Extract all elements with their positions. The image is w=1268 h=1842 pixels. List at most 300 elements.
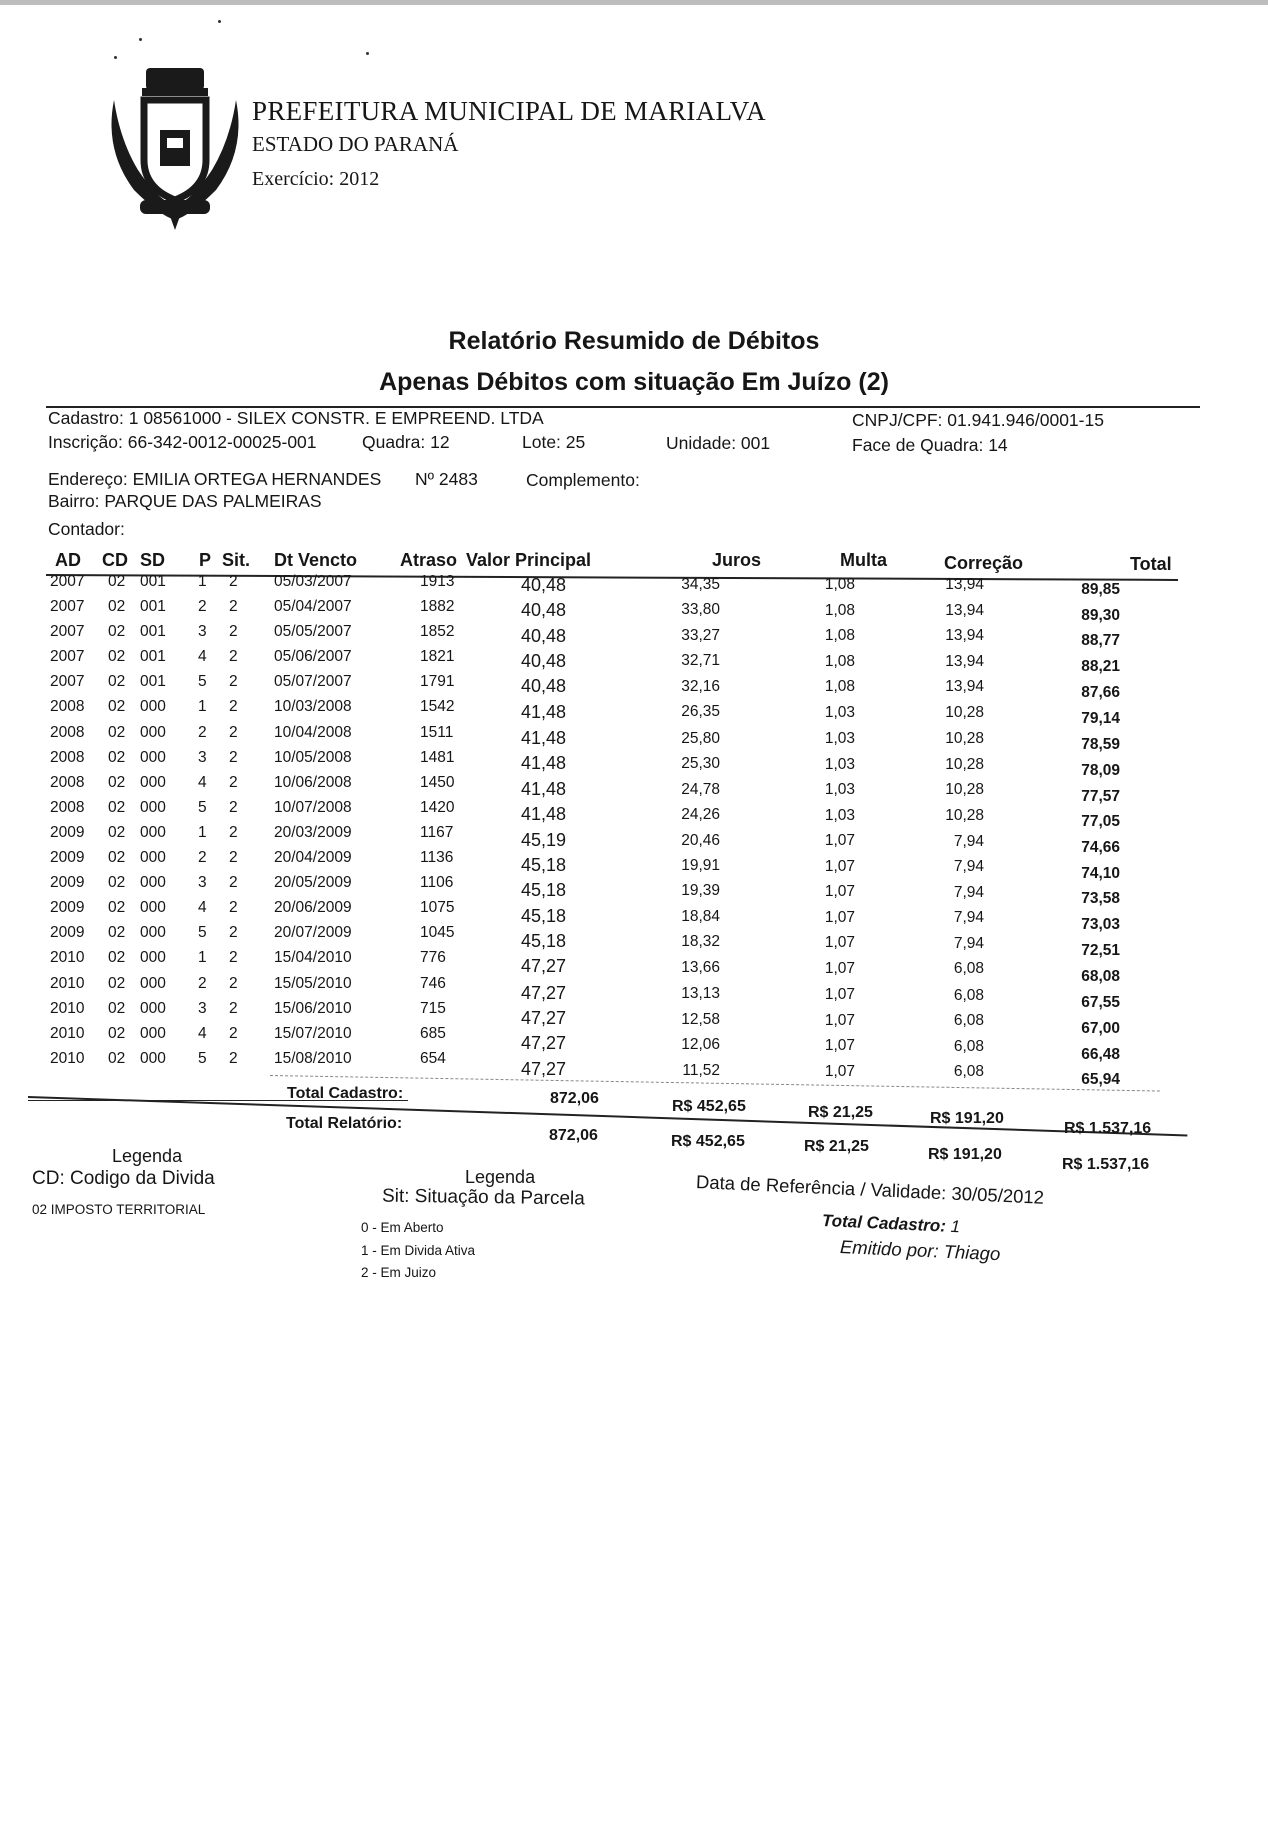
cell-valor-principal: 45,18	[520, 931, 566, 952]
cell-sit: 2	[229, 974, 238, 992]
cell-multa: 1,08	[824, 653, 855, 671]
cell-ad: 2009	[50, 924, 85, 942]
cell-juros: 12,06	[681, 1035, 720, 1053]
exercise-year: 2012	[339, 168, 380, 190]
cell-cd: 02	[108, 874, 126, 892]
cell-p: 2	[198, 849, 207, 867]
col-header-ad: AD	[55, 550, 81, 570]
cell-sit: 2	[229, 798, 238, 816]
cell-p: 4	[198, 899, 207, 917]
total-relatorio-total: R$ 1.537,16	[1062, 1156, 1150, 1173]
footer-total-cadastro	[822, 1211, 961, 1237]
cell-p: 3	[198, 999, 207, 1017]
legend-cd-subtitle: CD: Codigo da Divida	[32, 1168, 215, 1189]
cell-atraso: 1481	[420, 748, 455, 766]
cell-total: 78,09	[1081, 761, 1120, 779]
cell-atraso: 746	[420, 974, 446, 992]
cell-correcao: 6,08	[953, 986, 984, 1004]
complemento-field: Complemento:	[526, 470, 640, 490]
total-rule	[28, 1096, 1187, 1136]
cell-p: 4	[198, 648, 207, 666]
cell-cd: 02	[108, 949, 126, 967]
cell-ad: 2007	[50, 573, 85, 590]
cell-ad: 2010	[50, 949, 85, 967]
cell-correcao: 7,94	[953, 832, 984, 850]
cell-p: 4	[198, 773, 207, 791]
cell-sd: 000	[140, 999, 166, 1017]
cell-multa: 1,08	[824, 576, 855, 593]
cell-sit: 2	[229, 648, 238, 666]
cell-dt-vencto: 05/05/2007	[274, 623, 352, 641]
total-relatorio-multa: R$ 21,25	[804, 1138, 869, 1155]
cell-dt-vencto: 05/06/2007	[274, 648, 352, 666]
cell-juros: 19,91	[681, 857, 720, 875]
cell-p: 3	[198, 623, 207, 641]
cell-ad: 2008	[50, 748, 85, 766]
cadastro-field: Cadastro: 1 08561000 - SILEX CONSTR. E EMPREEND. LTDA	[48, 408, 544, 428]
cell-ad: 2007	[50, 673, 85, 691]
cell-correcao: 6,08	[953, 960, 984, 978]
cell-cd: 02	[108, 598, 126, 616]
cell-total: 74,10	[1081, 865, 1120, 883]
legend-cd-item: 02 IMPOSTO TERRITORIAL	[32, 1202, 206, 1217]
cell-atraso: 685	[420, 1024, 446, 1042]
cell-dt-vencto: 10/03/2008	[274, 698, 352, 716]
contador-field: Contador:	[48, 519, 125, 539]
cell-atraso: 1821	[420, 648, 455, 666]
inscricao-field: Inscrição: 66-342-0012-00025-001	[48, 432, 317, 452]
reference-date-label: Data de Referência / Validade:	[695, 1171, 947, 1204]
cell-cd: 02	[108, 573, 126, 590]
cell-total: 89,85	[1081, 581, 1120, 598]
cell-cd: 02	[108, 974, 126, 992]
scan-edge	[0, 0, 1268, 5]
cell-juros: 33,80	[681, 601, 720, 619]
cell-dt-vencto: 20/06/2009	[274, 899, 352, 917]
reference-date	[696, 1171, 1045, 1209]
cell-sd: 000	[140, 874, 166, 892]
cell-juros: 26,35	[681, 703, 720, 721]
footer-total-cadastro-value: 1	[950, 1216, 961, 1237]
debt-table-body	[0, 572, 1268, 1088]
cell-multa: 1,08	[824, 602, 855, 620]
cell-cd: 02	[108, 773, 126, 791]
legend-sit-subtitle: Sit: Situação da Parcela	[381, 1185, 585, 1210]
cell-correcao: 6,08	[953, 1062, 984, 1080]
cell-valor-principal: 45,18	[520, 906, 566, 927]
cell-valor-principal: 47,27	[520, 1058, 566, 1079]
cell-atraso: 1852	[420, 623, 455, 641]
cell-atraso: 1420	[420, 798, 455, 816]
cell-atraso: 1542	[420, 698, 455, 716]
cell-valor-principal: 47,27	[520, 982, 566, 1003]
coat-of-arms-icon	[100, 60, 250, 240]
cell-multa: 1,07	[824, 934, 855, 952]
cell-multa: 1,07	[824, 1011, 855, 1029]
col-header-cd: CD	[102, 550, 128, 570]
cell-total: 68,08	[1081, 968, 1120, 986]
total-cadastro-juros: R$ 452,65	[672, 1098, 746, 1115]
cell-ad: 2007	[50, 598, 85, 616]
numero-field: Nº 2483	[415, 469, 478, 489]
cell-valor-principal: 45,18	[520, 880, 566, 901]
cell-dt-vencto: 20/07/2009	[274, 924, 352, 942]
cell-sd: 000	[140, 924, 166, 942]
cell-valor-principal: 40,48	[520, 600, 566, 621]
bairro-field: Bairro: PARQUE DAS PALMEIRAS	[48, 491, 322, 511]
footer-total-cadastro-label: Total Cadastro:	[821, 1211, 947, 1236]
cell-valor-principal: 45,18	[520, 855, 566, 876]
cell-atraso: 1136	[420, 849, 454, 867]
col-header-sd: SD	[140, 550, 166, 570]
scan-speck	[366, 52, 369, 55]
cell-atraso: 776	[420, 949, 446, 967]
cell-sd: 001	[140, 598, 166, 616]
cell-sd: 001	[140, 673, 166, 691]
cell-sd: 000	[140, 723, 166, 741]
cell-sd: 001	[140, 573, 166, 590]
cell-multa: 1,03	[824, 729, 855, 747]
cell-atraso: 1791	[420, 673, 455, 691]
cell-valor-principal: 41,48	[520, 702, 566, 723]
cell-sd: 000	[140, 823, 166, 841]
cell-ad: 2007	[50, 623, 85, 641]
cell-dt-vencto: 05/03/2007	[274, 573, 352, 590]
cell-juros: 11,52	[682, 1061, 720, 1079]
cell-juros: 13,13	[681, 984, 720, 1002]
cell-correcao: 7,94	[953, 884, 984, 902]
cell-valor-principal: 47,27	[520, 1007, 566, 1028]
cell-multa: 1,07	[824, 883, 855, 901]
cell-juros: 33,27	[681, 627, 720, 645]
cell-p: 3	[198, 874, 207, 892]
cell-total: 87,66	[1081, 684, 1120, 702]
cell-ad: 2009	[50, 849, 85, 867]
cell-atraso: 654	[420, 1049, 446, 1067]
cell-correcao: 10,28	[945, 729, 984, 747]
cell-atraso: 1075	[420, 899, 455, 917]
table-row	[0, 597, 1268, 625]
cell-cd: 02	[108, 748, 126, 766]
cell-sit: 2	[229, 723, 238, 741]
cell-ad: 2008	[50, 798, 85, 816]
cell-valor-principal: 41,48	[520, 803, 566, 824]
cell-multa: 1,07	[824, 831, 855, 849]
cell-atraso: 1450	[420, 773, 455, 791]
cell-atraso: 1882	[420, 598, 455, 616]
footer-emitted-by	[840, 1236, 1001, 1265]
cell-sd: 000	[140, 698, 166, 716]
cell-juros: 25,80	[681, 729, 720, 747]
scan-speck	[218, 20, 221, 23]
cell-atraso: 1511	[420, 723, 454, 741]
endereco-field: Endereço: EMILIA ORTEGA HERNANDES	[48, 469, 382, 489]
cell-valor-principal: 41,48	[520, 752, 566, 773]
cell-multa: 1,07	[824, 909, 855, 927]
cell-sd: 001	[140, 623, 166, 641]
cell-sit: 2	[229, 773, 238, 791]
cell-multa: 1,03	[824, 806, 855, 824]
col-header-p: P	[199, 550, 212, 570]
exercise	[252, 162, 766, 196]
cell-valor-principal: 47,27	[520, 956, 566, 977]
cell-ad: 2010	[50, 974, 85, 992]
cell-total: 67,00	[1081, 1019, 1120, 1037]
cell-juros: 13,66	[681, 959, 720, 977]
cell-total: 66,48	[1081, 1045, 1120, 1063]
cell-ad: 2010	[50, 1024, 85, 1042]
cell-multa: 1,03	[824, 704, 855, 722]
cell-sd: 000	[140, 1024, 166, 1042]
cell-juros: 19,39	[681, 882, 720, 900]
cell-ad: 2008	[50, 698, 85, 716]
cell-juros: 25,30	[681, 754, 720, 772]
cell-dt-vencto: 10/04/2008	[274, 723, 352, 741]
cell-valor-principal: 45,19	[520, 829, 566, 850]
cell-juros: 32,71	[681, 652, 720, 670]
municipality-name: PREFEITURA MUNICIPAL DE MARIALVA	[252, 96, 766, 126]
footer-emitted-value: Thiago	[943, 1240, 1001, 1265]
col-header-correcao: Correção	[944, 553, 1024, 573]
cell-total: 74,66	[1081, 838, 1120, 856]
cell-juros: 34,35	[681, 576, 720, 593]
cell-p: 5	[198, 673, 207, 691]
cell-multa: 1,08	[824, 627, 855, 645]
total-relatorio-label: Total Relatório:	[286, 1115, 403, 1132]
cell-valor-principal: 40,48	[520, 676, 566, 697]
cell-correcao: 13,94	[945, 653, 984, 671]
cell-correcao: 10,28	[945, 780, 984, 798]
table-row	[0, 823, 1268, 856]
cell-ad: 2009	[50, 823, 85, 841]
cell-sd: 000	[140, 798, 166, 816]
report-title: Relatório Resumido de Débitos	[448, 327, 820, 355]
total-cadastro-principal: 872,06	[550, 1090, 599, 1107]
cell-sit: 2	[229, 874, 238, 892]
cell-ad: 2007	[50, 648, 85, 666]
cell-cd: 02	[108, 798, 126, 816]
cell-sd: 000	[140, 949, 166, 967]
col-header-multa: Multa	[840, 550, 887, 570]
cell-p: 1	[198, 823, 207, 841]
cell-p: 1	[198, 573, 207, 590]
cell-correcao: 7,94	[953, 909, 984, 927]
cell-valor-principal: 41,48	[520, 778, 566, 799]
cell-multa: 1,07	[824, 1062, 855, 1080]
cell-cd: 02	[108, 1049, 126, 1067]
cell-p: 5	[198, 924, 207, 942]
cell-correcao: 10,28	[945, 806, 984, 824]
table-row	[0, 748, 1268, 779]
cell-juros: 20,46	[681, 831, 720, 849]
total-cadastro-multa: R$ 21,25	[808, 1104, 873, 1121]
cell-multa: 1,07	[824, 960, 855, 978]
total-cadastro-correcao: R$ 191,20	[930, 1110, 1004, 1127]
footer-emitted-label: Emitido por:	[839, 1236, 940, 1262]
cell-correcao: 7,94	[953, 935, 984, 953]
cell-valor-principal: 47,27	[520, 1032, 566, 1053]
cell-dt-vencto: 05/04/2007	[274, 598, 352, 616]
cell-sit: 2	[229, 598, 238, 616]
cell-p: 4	[198, 1024, 207, 1042]
cell-valor-principal: 41,48	[520, 727, 566, 748]
table-row	[0, 572, 1268, 597]
cell-cd: 02	[108, 924, 126, 942]
cell-atraso: 1045	[420, 924, 455, 942]
cell-cd: 02	[108, 723, 126, 741]
cell-total: 77,57	[1081, 787, 1120, 805]
cell-multa: 1,07	[824, 985, 855, 1003]
cell-multa: 1,07	[824, 858, 855, 876]
cell-multa: 1,08	[824, 678, 855, 696]
cell-atraso: 1913	[420, 573, 455, 590]
cell-cd: 02	[108, 1024, 126, 1042]
cell-atraso: 1106	[420, 874, 454, 892]
cell-sit: 2	[229, 949, 238, 967]
col-header-dt-vencto: Dt Vencto	[274, 550, 358, 570]
cell-sit: 2	[229, 673, 238, 691]
cell-sit: 2	[229, 999, 238, 1017]
cell-cd: 02	[108, 698, 126, 716]
cell-ad: 2009	[50, 899, 85, 917]
cell-total: 78,59	[1081, 735, 1120, 753]
total-relatorio-juros: R$ 452,65	[671, 1133, 745, 1150]
table-row	[0, 697, 1268, 728]
cell-sit: 2	[229, 748, 238, 766]
cell-correcao: 10,28	[945, 755, 984, 773]
quadra-field: Quadra: 12	[362, 432, 450, 452]
cell-dt-vencto: 10/06/2008	[274, 773, 352, 791]
cell-cd: 02	[108, 673, 126, 691]
cell-dt-vencto: 20/04/2009	[274, 849, 352, 867]
legend-sit-title: Legenda	[465, 1167, 536, 1187]
cell-cd: 02	[108, 623, 126, 641]
cell-ad: 2010	[50, 1049, 85, 1067]
state-name: ESTADO DO PARANÁ	[252, 132, 459, 156]
scan-speck	[139, 38, 142, 41]
cell-p: 2	[198, 974, 207, 992]
cell-sit: 2	[229, 899, 238, 917]
cell-correcao: 6,08	[953, 1037, 984, 1055]
letterhead	[252, 96, 766, 196]
cell-total: 73,58	[1081, 890, 1120, 908]
cell-cd: 02	[108, 899, 126, 917]
legend-cd-title: Legenda	[112, 1146, 183, 1166]
cell-dt-vencto: 10/07/2008	[274, 798, 352, 816]
cell-total: 88,77	[1081, 632, 1120, 650]
cell-ad: 2008	[50, 773, 85, 791]
col-header-sit: Sit.	[222, 550, 251, 570]
cell-sit: 2	[229, 623, 238, 641]
cell-ad: 2010	[50, 999, 85, 1017]
cell-cd: 02	[108, 823, 126, 841]
cell-juros: 18,84	[681, 908, 720, 926]
cell-ad: 2009	[50, 874, 85, 892]
reference-date-value: 30/05/2012	[951, 1182, 1045, 1208]
cell-atraso: 715	[420, 999, 446, 1017]
cell-total: 79,14	[1081, 710, 1120, 728]
cell-dt-vencto: 15/08/2010	[274, 1049, 352, 1067]
cell-total: 89,30	[1081, 607, 1120, 625]
table-row	[0, 798, 1268, 830]
legend-sit-item: 1 - Em Divida Ativa	[361, 1243, 476, 1258]
cell-juros: 18,32	[681, 933, 720, 951]
cell-p: 1	[198, 698, 207, 716]
cell-dt-vencto: 15/07/2010	[274, 1024, 352, 1042]
cell-correcao: 13,94	[945, 678, 984, 696]
cell-juros: 24,78	[681, 780, 720, 798]
cell-correcao: 7,94	[953, 858, 984, 876]
col-header-juros: Juros	[712, 550, 762, 570]
cell-sit: 2	[229, 573, 238, 590]
legend-sit-item: 2 - Em Juizo	[361, 1265, 437, 1280]
table-row	[0, 672, 1268, 702]
cell-cd: 02	[108, 849, 126, 867]
cell-total: 88,21	[1081, 658, 1120, 676]
cell-sd: 000	[140, 748, 166, 766]
face-quadra-field: Face de Quadra: 14	[852, 435, 1008, 455]
lote-field: Lote: 25	[522, 432, 586, 452]
cell-valor-principal: 40,48	[520, 626, 566, 647]
cell-sd: 000	[140, 1049, 166, 1067]
cell-dt-vencto: 05/07/2007	[274, 673, 352, 691]
table-row	[0, 723, 1268, 753]
cnpj-field: CNPJ/CPF: 01.941.946/0001-15	[852, 410, 1104, 430]
scan-speck	[114, 56, 117, 59]
cell-atraso: 1167	[420, 823, 454, 841]
cell-sd: 000	[140, 773, 166, 791]
cell-p: 1	[198, 949, 207, 967]
cell-total: 77,05	[1081, 812, 1120, 830]
cell-juros: 12,58	[681, 1010, 720, 1028]
unidade-field: Unidade: 001	[666, 433, 771, 453]
cell-dt-vencto: 20/03/2009	[274, 823, 352, 841]
table-row	[0, 647, 1268, 676]
total-cadastro-label: Total Cadastro:	[287, 1085, 404, 1102]
cell-sd: 000	[140, 899, 166, 917]
cell-dt-vencto: 15/04/2010	[274, 949, 352, 967]
cell-correcao: 6,08	[953, 1011, 984, 1029]
cell-p: 3	[198, 748, 207, 766]
cell-juros: 32,16	[681, 678, 720, 696]
cell-sit: 2	[229, 1049, 238, 1067]
table-row	[0, 1049, 1268, 1088]
cell-total: 65,94	[1081, 1070, 1120, 1088]
table-row	[0, 622, 1268, 650]
cell-correcao: 10,28	[945, 704, 984, 722]
total-relatorio-principal: 872,06	[549, 1127, 598, 1144]
cell-total: 73,03	[1081, 916, 1120, 934]
cell-correcao: 13,94	[945, 602, 984, 620]
cell-total: 72,51	[1081, 942, 1120, 960]
cell-p: 2	[198, 723, 207, 741]
cell-sit: 2	[229, 924, 238, 942]
cell-valor-principal: 40,48	[520, 575, 566, 595]
legend-sit-item: 0 - Em Aberto	[361, 1220, 444, 1235]
cell-dt-vencto: 15/06/2010	[274, 999, 352, 1017]
col-header-valor-principal: Valor Principal	[466, 550, 592, 570]
cell-sd: 000	[140, 849, 166, 867]
cell-ad: 2008	[50, 723, 85, 741]
cell-correcao: 13,94	[945, 576, 984, 593]
cell-sit: 2	[229, 823, 238, 841]
cell-multa: 1,07	[824, 1036, 855, 1054]
cell-dt-vencto: 10/05/2008	[274, 748, 352, 766]
cell-sit: 2	[229, 1024, 238, 1042]
cell-dt-vencto: 20/05/2009	[274, 874, 352, 892]
cell-multa: 1,03	[824, 755, 855, 773]
cell-multa: 1,03	[824, 780, 855, 798]
